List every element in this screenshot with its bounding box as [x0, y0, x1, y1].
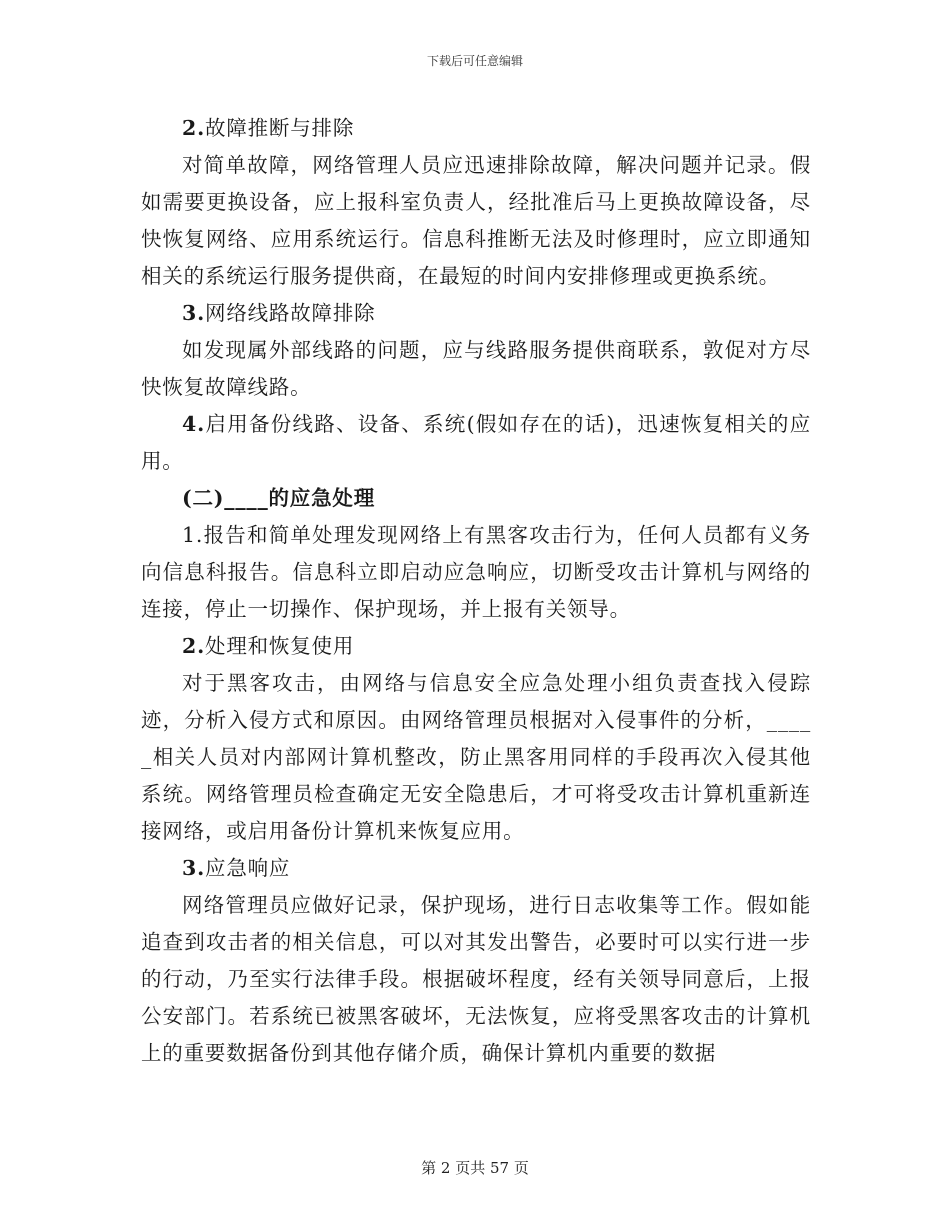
- subheading-text: 处理和恢复使用: [205, 634, 355, 658]
- subheading-line-fault: [141, 295, 811, 332]
- item-number: 3.: [182, 856, 206, 880]
- subheading-fault-diagnosis: [141, 110, 811, 147]
- subheading-emergency-response: [141, 850, 811, 887]
- body-paragraph: 对于黑客攻击，由网络与信息安全应急处理小组负责查找入侵踪迹，分析入侵方式和原因。由网络管理员根据对入侵事件的分析，_____相关人员对内部网计算机整改，防止黑客用同样的手段再次入侵其他系统。网络管理员检查确定无安全隐患后，才可将受攻击计算机重新连接网络，或启用备份计算机来恢复应用。: [141, 671, 811, 843]
- body-paragraph-numbered: [141, 406, 811, 480]
- body-paragraph: 对简单故障，网络管理人员应迅速排除故障，解决问题并记录。假如需要更换设备，应上报科室负责人，经批准后马上更换故障设备，尽快恢复网络、应用系统运行。信息科推断无法及时修理时，应立即通知相关的系统运行服务提供商，在最短的时间内安排修理或更换系统。: [141, 153, 811, 288]
- section-title: (二)____的应急处理: [182, 486, 375, 510]
- subheading-text: 故障推断与排除: [205, 116, 355, 140]
- paragraph-text: 报告和简单处理发现网络上有黑客攻击行为，任何人员都有义务向信息科报告。信息科立即启动应急响应，切断受攻击计算机与网络的连接，停止一切操作、保护现场，并上报有关领导。: [141, 523, 811, 621]
- item-number: 4.: [182, 412, 206, 436]
- page-footer: 第 2 页共 57 页: [421, 1159, 529, 1177]
- page-header: 下载后可任意编辑: [426, 54, 523, 68]
- item-number: 1.: [182, 523, 204, 547]
- body-paragraph: 网络管理员应做好记录，保护现场，进行日志收集等工作。假如能追查到攻击者的相关信息，可以对其发出警告，必要时可以实行进一步的行动，乃至实行法律手段。根据破坏程度，经有关领导同意后，上报公安部门。若系统已被黑客破坏，无法恢复，应将受黑客攻击的计算机上的重要数据备份到其他存储介质，确保计算机内重要的数据: [141, 893, 811, 1065]
- item-number: 2.: [182, 116, 206, 140]
- subheading-text: 网络线路故障排除: [205, 301, 376, 325]
- paragraph-text: 启用备份线路、设备、系统(假如存在的话)，迅速恢复相关的应用。: [141, 412, 811, 473]
- body-paragraph-numbered: [141, 517, 811, 628]
- subheading-text: 应急响应: [205, 856, 291, 880]
- item-number: 2.: [182, 634, 206, 658]
- subheading-recovery: [141, 628, 811, 665]
- item-number: 3.: [182, 301, 206, 325]
- document-body: [141, 110, 811, 1072]
- body-paragraph: 如发现属外部线路的问题，应与线路服务提供商联系，敦促对方尽快恢复故障线路。: [141, 338, 811, 399]
